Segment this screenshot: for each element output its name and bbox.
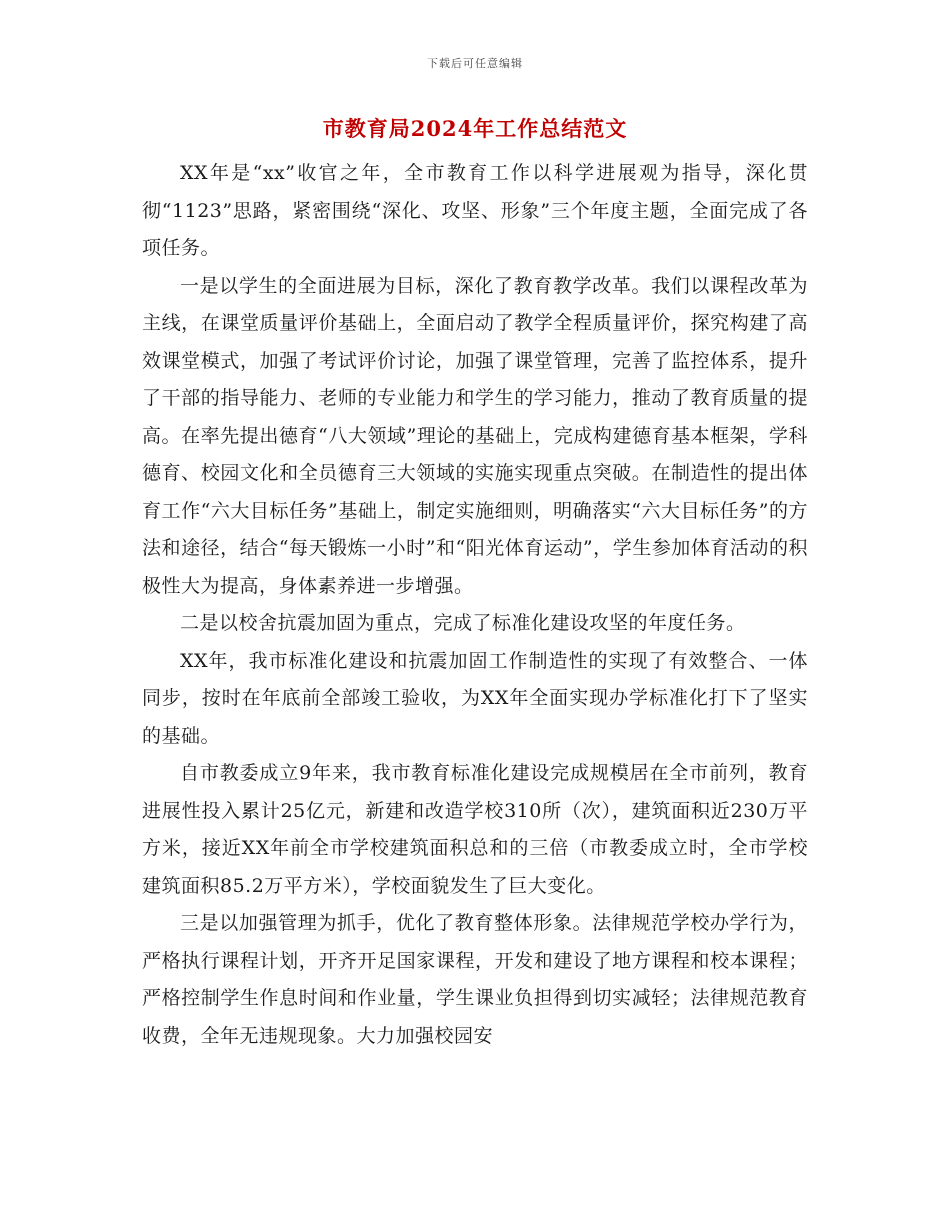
paragraph-reform: 一是以学生的全面进展为目标，深化了教育教学改革。我们以课程改革为主线，在课堂质量评价基础上，全面启动了教学全程质量评价，探究构建了高效课堂模式，加强了考试评价讨论，加强了课堂管理，完善了监控体系，提升了干部的指导能力、老师的专业能力和学生的学习能力，推动了教育质量的提高。在率先提出德育“八大领域”理论的基础上，完成构建德育基本框架，学科德育、校园文化和全员德育三大领域的实施实现重点突破。在制造性的提出体育工作“六大目标任务”基础上，制定实施细则，明确落实“六大目标任务”的方法和途径，结合“每天锻炼一小时”和“阳光体育运动”，学生参加体育活动的积极性大为提高，身体素养进一步增强。 [142,274,808,597]
paragraph-management: 三是以加强管理为抓手，优化了教育整体形象。法律规范学校办学行为，严格执行课程计划，开齐开足国家课程，开发和建设了地方课程和校本课程；严格控制学生作息时间和作业量，学生课业负担得到切实减轻；法律规范教育收费，全年无违规现象。大力加强校园安 [142,912,808,1047]
document-title: 市教育局2024年工作总结范文 [322,116,628,141]
paragraph-standardization-heading: 二是以校舍抗震加固为重点，完成了标准化建设攻坚的年度任务。 [180,612,746,634]
paragraph-standardization: XX年，我市标准化建设和抗震加固工作制造性的实现了有效整合、一体同步，按时在年底前全部竣工验收，为XX年全面实现办学标准化打下了坚实的基础。 [142,649,808,747]
page-header-note: 下载后可任意编辑 [427,57,523,70]
paragraph-construction-stats: 自市教委成立9年来，我市教育标准化建设完成规模居在全市前列，教育进展性投入累计25亿元，新建和改造学校310所（次），建筑面积近230万平方米，接近XX年前全市学校建筑面积总和的三倍（市教委成立时，全市学校建筑面积85.2万平方米），学校面貌发生了巨大变化。 [142,762,808,897]
document-body [142,155,808,1055]
paragraph-intro: XX年是“xx”收官之年，全市教育工作以科学进展观为指导，深化贯彻“1123”思路，紧密围绕“深化、攻坚、形象”三个年度主题，全面完成了各项任务。 [142,162,808,259]
